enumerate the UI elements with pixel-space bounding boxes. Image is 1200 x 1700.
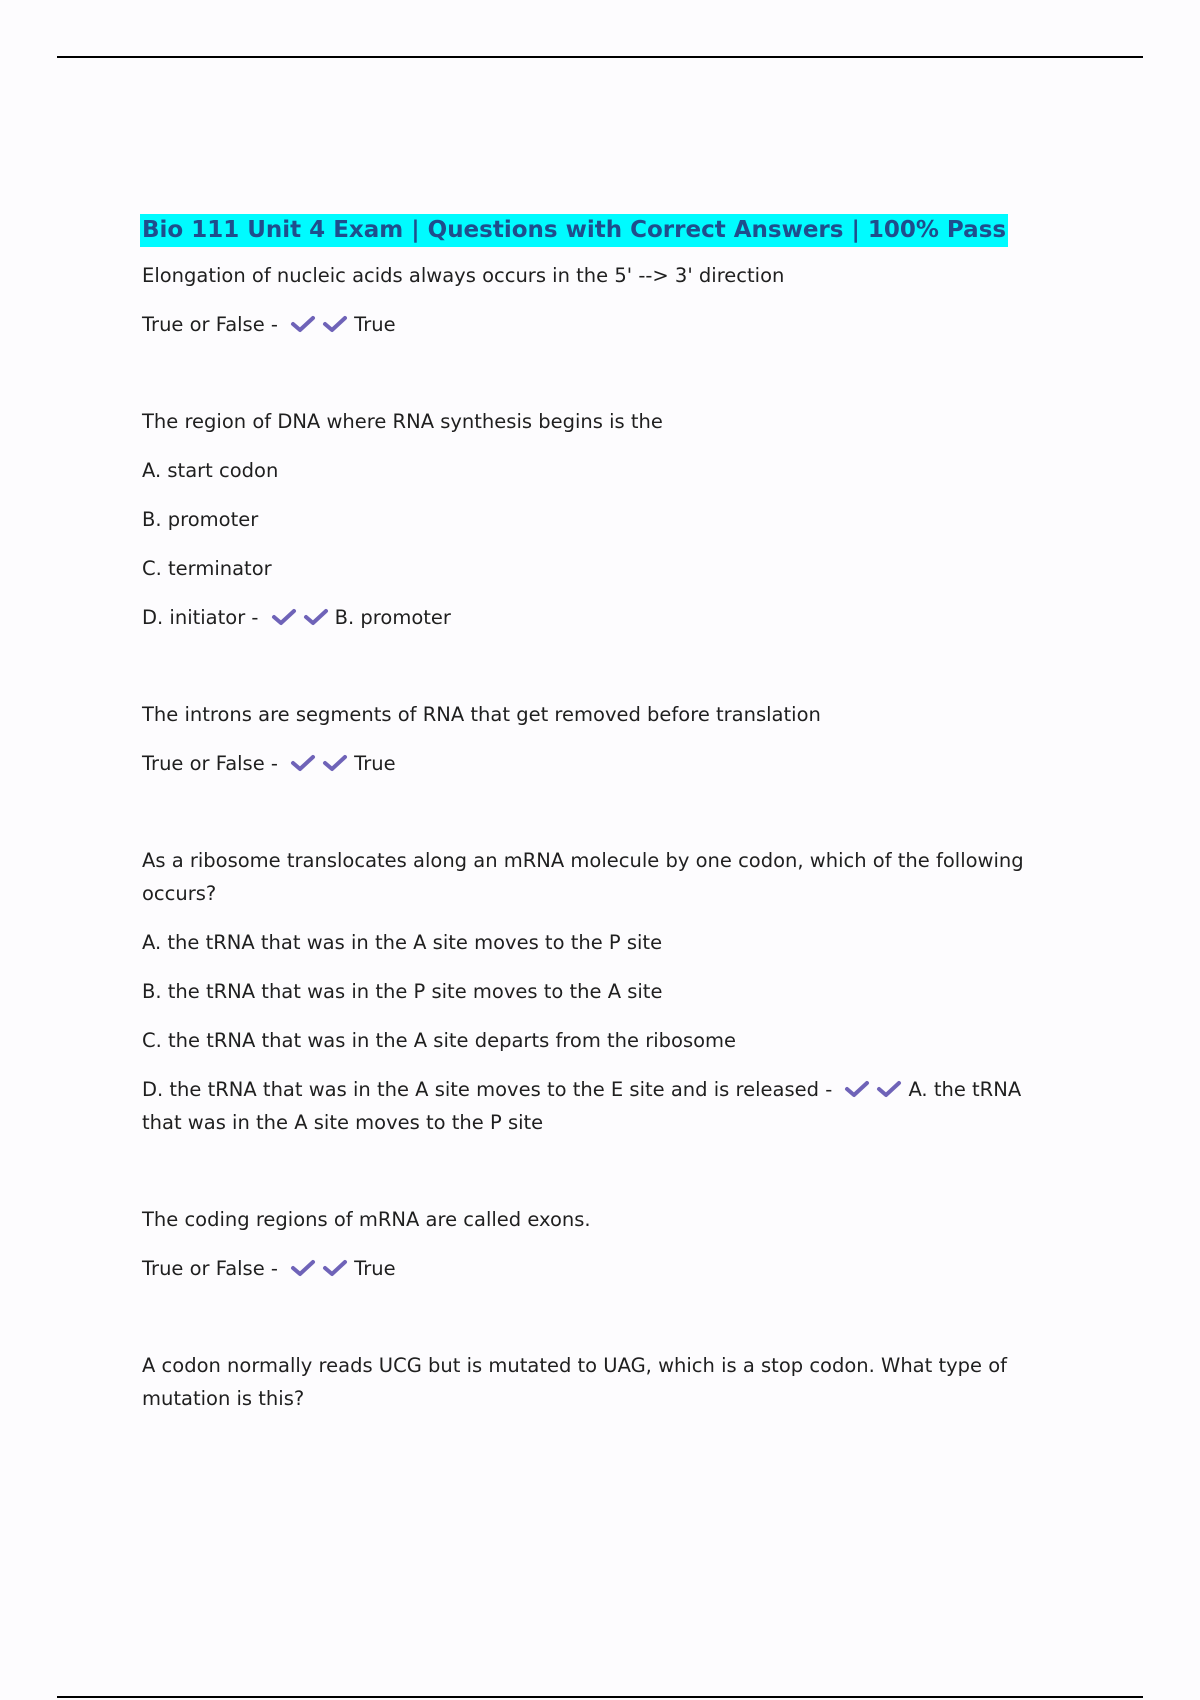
answer-option: B. the tRNA that was in the P site moves to the A site <box>142 980 663 1003</box>
checkmark-icon <box>844 1080 870 1098</box>
answer-lead: True or False - <box>142 1257 278 1280</box>
double-checkmark-icon <box>844 1073 908 1106</box>
checkmark-icon <box>322 315 348 333</box>
double-checkmark-icon <box>290 1252 354 1285</box>
answer-lead: True or False - <box>142 313 278 336</box>
document-title: Bio 111 Unit 4 Exam | Questions with Correct Answers | 100% Pass <box>140 214 1008 247</box>
correct-answer: True <box>354 752 396 775</box>
question-block <box>142 1203 1052 1285</box>
answer-line <box>142 1252 1052 1285</box>
question-prompt: A codon normally reads UCG but is mutated to UAG, which is a stop codon. What type of mutation is this? <box>142 1354 1008 1410</box>
answer-lead: D. initiator - <box>142 606 259 629</box>
question-block <box>142 259 1052 341</box>
checkmark-icon <box>322 754 348 772</box>
question-block <box>142 405 1052 634</box>
correct-answer: True <box>354 313 396 336</box>
checkmark-icon <box>290 754 316 772</box>
answer-line <box>142 1073 1052 1139</box>
answer-line <box>142 308 1052 341</box>
checkmark-icon <box>290 1259 316 1277</box>
checkmark-icon <box>322 1259 348 1277</box>
question-prompt: The region of DNA where RNA synthesis begins is the <box>142 410 663 433</box>
double-checkmark-icon <box>290 308 354 341</box>
answer-option: A. the tRNA that was in the A site moves to the P site <box>142 931 663 954</box>
question-prompt: As a ribosome translocates along an mRNA molecule by one codon, which of the following occurs? <box>142 849 1024 905</box>
answer-option: C. terminator <box>142 557 272 580</box>
question-prompt: The introns are segments of RNA that get removed before translation <box>142 703 821 726</box>
checkmark-icon <box>303 608 329 626</box>
question-prompt: Elongation of nucleic acids always occurs in the 5' --> 3' direction <box>142 264 785 287</box>
document-body <box>142 214 1052 1431</box>
answer-option: B. promoter <box>142 508 259 531</box>
header-rule <box>57 56 1143 58</box>
checkmark-icon <box>290 315 316 333</box>
double-checkmark-icon <box>271 601 335 634</box>
question-prompt: The coding regions of mRNA are called exons. <box>142 1208 591 1231</box>
checkmark-icon <box>876 1080 902 1098</box>
answer-lead: D. the tRNA that was in the A site moves to the E site and is released - <box>142 1078 833 1101</box>
answer-line <box>142 601 1052 634</box>
question-block <box>142 1349 1052 1415</box>
answer-option: A. start codon <box>142 459 279 482</box>
correct-answer: A. the tRNA that was in the A site moves to the P site <box>142 1078 1022 1134</box>
checkmark-icon <box>271 608 297 626</box>
question-block <box>142 698 1052 780</box>
answer-line <box>142 747 1052 780</box>
footer-rule <box>57 1696 1143 1698</box>
answer-lead: True or False - <box>142 752 278 775</box>
answer-option: C. the tRNA that was in the A site departs from the ribosome <box>142 1029 737 1052</box>
correct-answer: B. promoter <box>334 606 451 629</box>
correct-answer: True <box>354 1257 396 1280</box>
double-checkmark-icon <box>290 747 354 780</box>
question-block <box>142 844 1052 1139</box>
